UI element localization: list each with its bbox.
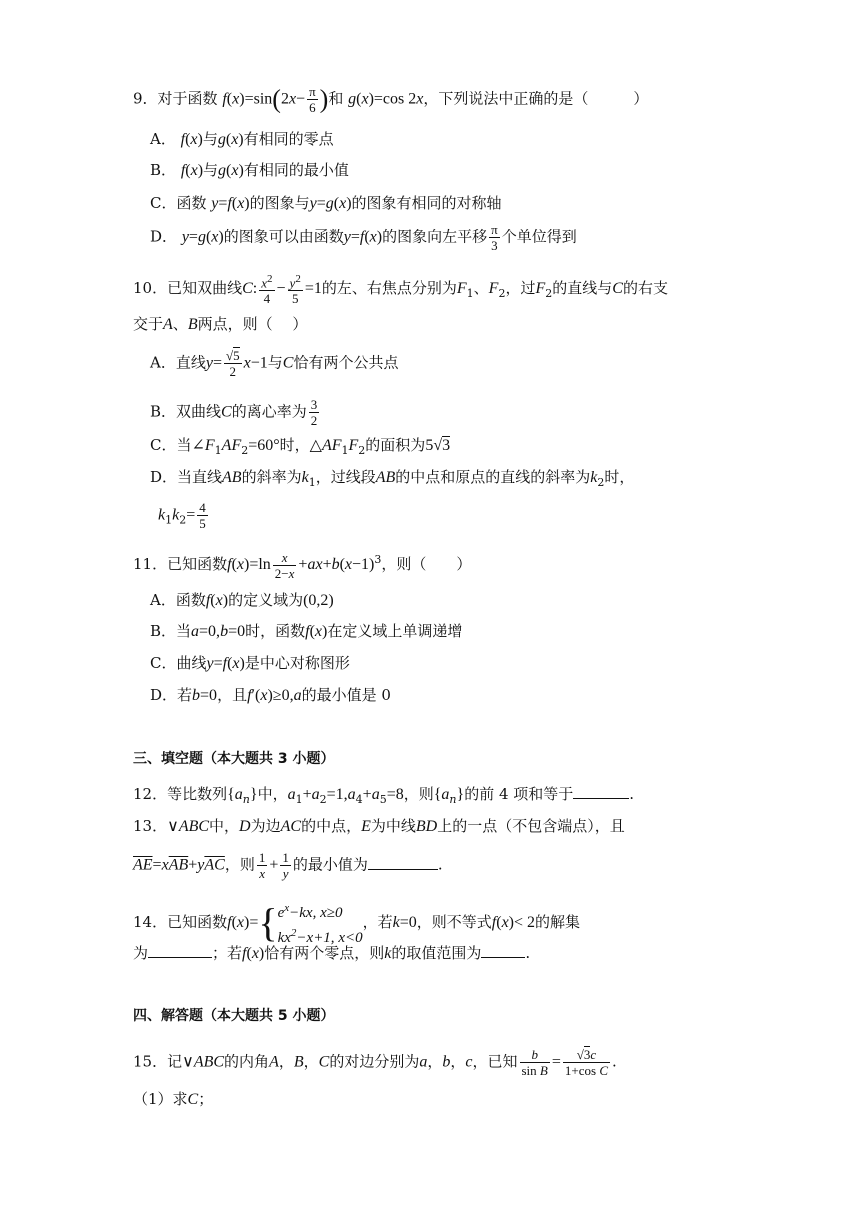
q10-option-d: D．当直线AB的斜率为$k_1$，过线段AB的中点和原点的直线的斜率为$k_2$时， [150, 468, 635, 489]
q15-part1: （1）求C； [133, 1090, 214, 1108]
q15-stem: 15．记∨ABC的内角A，B，C的对边分别为a，b，c，已知 $\frac{b}{\text{sin B}}$ = $\frac{√3c}{\text{1+cos C}}$ . [133, 1047, 617, 1078]
q10-option-a: A．直线y= $\frac{√5}{2}$ x−1与C恰有两个公共点 [150, 348, 399, 379]
q11-stem: 11．已知函数f(x)=ln $\frac{x}{2-x}$ $+ax+b(x-1)^3$，则（ ） [133, 549, 472, 581]
q9-option-d: D． y=g(x)的图象可以由函数y=f(x)的图象向左平移 $\frac{\pi}{3}$ 个单位得到 [150, 222, 577, 253]
q11-option-a: A．函数f(x)的定义域为(0,2) [150, 591, 334, 609]
q13-line1: 13．∨ABC中，D为边AC的中点，E为中线BD上的一点（不包含端点），且 [133, 817, 625, 835]
section-4-heading: 四、解答题（本大题共 5 小题） [133, 1008, 335, 1024]
q11-option-c: C．曲线y=f(x)是中心对称图形 [150, 654, 350, 672]
q9-stem: 9．对于函数 f(x)=sin(2x− $\frac{\pi}{6}$ )和 g(x)=cos 2x，下列说法中正确的是（ ） [133, 84, 649, 115]
q10-option-d-formula: $k_1k_2=$ $\frac{4}{5}$ [158, 500, 206, 531]
q14-line2: 为 ；若f(x)恰有两个零点，则k的取值范围为 . [133, 944, 531, 962]
q10-option-b: B．双曲线C的离心率为 $\frac{3}{2}$ [150, 397, 318, 428]
q12: 12．等比数列$\{a_n\}$中，$a_1+a_2=1,a_4+a_5=8$，则$\{a_n\}$的前 4 项和等于 . [133, 785, 635, 806]
q10-stem-line2: 交于A、B两点，则（ ） [133, 315, 308, 333]
q13-line2: $\overline{AE}=x\overline{AB}+y\overline{AC}$，则 $\frac{1}{x}$ + $\frac{1}{y}$ 的最小值为 . [133, 850, 443, 881]
q9-option-b: B． f(x)与g(x)有相同的最小值 [150, 161, 349, 179]
q9-option-a: A． f(x)与g(x)有相同的零点 [150, 130, 334, 148]
q9-option-c: C．函数 y=f(x)的图象与y=g(x)的图象有相同的对称轴 [150, 194, 502, 212]
q14-line1: 14．已知函数$f(x)=\{e^x-kx$, x≥0 $kx^2-x+1$, x<0，若k=0，则不等式f(x)< 2的解集 [133, 900, 581, 946]
q10-option-c: C．当$\angle F_1AF_2=60^\circ$时，$\triangle AF_1F_2$的面积为5√3 [150, 436, 451, 457]
section-3-heading: 三、填空题（本大题共 3 小题） [133, 751, 335, 767]
q11-option-d: D．若b=0，且f′(x)≥0,a的最小值是 0 [150, 686, 391, 704]
q10-stem-line1: 10．已知双曲线C: $\frac{x^2}{4}$ − $\frac{y^2}{5}$ =1的左、右焦点分别为$F_1$、$F_2$，过$F_2$的直线与C的右支 [133, 273, 668, 307]
q11-option-b: B．当a=0,b=0时，函数f(x)在定义域上单调递增 [150, 622, 463, 640]
